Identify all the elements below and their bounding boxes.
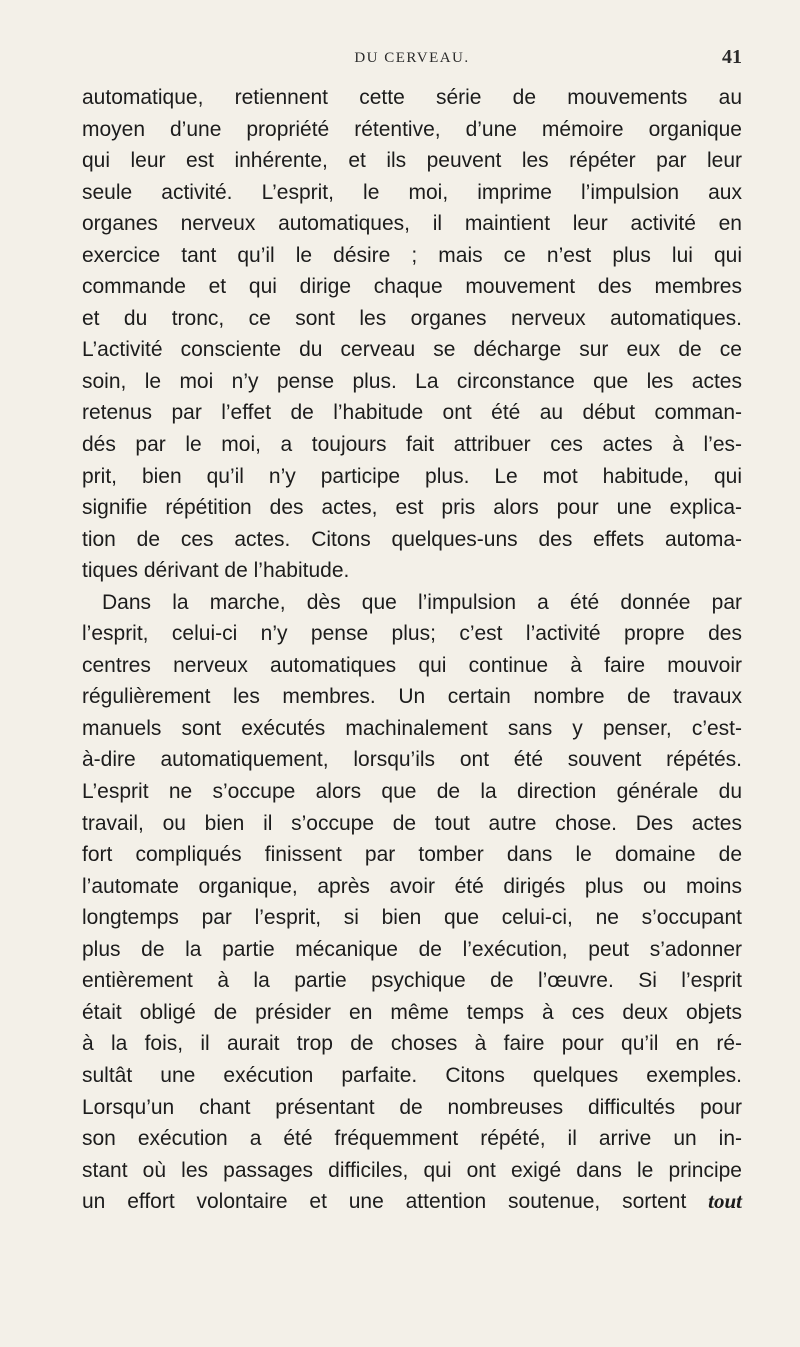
text-line: était obligé de présider en même temps à ces deux objets [82,1000,742,1024]
text-line: organes nerveux automatiques, il maintient leur activité en [82,212,742,236]
text-line: seule activité. L’esprit, le moi, imprime l’impulsion aux [82,180,742,204]
running-head [82,46,742,72]
text-line: retenus par l’effet de l’habitude ont été au début comman- [82,401,742,425]
text-line: moyen d’une propriété rétentive, d’une mémoire organique [82,117,742,141]
text-line: qui leur est inhérente, et ils peuvent les répéter par leur [82,149,742,173]
text-line: commande et qui dirige chaque mouvement des membres [82,275,742,299]
running-title: DU CERVEAU. [354,50,470,66]
text-line-paragraph-end: tiques dérivant de l’habitude. [82,559,350,583]
text-line: fort compliqués finissent par tomber dans le domaine de [82,843,742,867]
text-line: régulièrement les membres. Un certain nombre de travaux [82,685,742,709]
text-line: centres nerveux automatiques qui continue à faire mouvoir [82,653,742,677]
text-line: travail, ou bien il s’occupe de tout autre chose. Des actes [82,811,742,835]
text-line: longtemps par l’esprit, si bien que celui-ci, ne s’occupant [82,906,742,930]
page-number: 41 [722,46,742,68]
text-line: stant où les passages difficiles, qui ont exigé dans le principe [82,1158,742,1182]
text-line: L’esprit ne s’occupe alors que de la direction générale du [82,780,742,804]
text-line-paragraph-start: Dans la marche, dès que l’impulsion a été donnée par [102,590,742,614]
text-line: prit, bien qu’il n’y participe plus. Le mot habitude, qui [82,464,742,488]
text-line: Lorsqu’un chant présentant de nombreuses difficultés pour [82,1095,742,1119]
text-line: automatique, retiennent cette série de mouvements au [82,86,742,109]
text-line: L’activité consciente du cerveau se décharge sur eux de ce [82,338,742,362]
text-line: sultât une exécution parfaite. Citons quelques exemples. [82,1063,742,1087]
text-line: plus de la partie mécanique de l’exécution, peut s’adonner [82,937,742,961]
text-line: l’esprit, celui-ci n’y pense plus; c’est l’activité propre des [82,622,742,646]
text-line: soin, le moi n’y pense plus. La circonstance que les actes [82,369,742,393]
text-line: dés par le moi, a toujours fait attribuer ces actes à l’es- [82,433,742,457]
text-line: exercice tant qu’il le désire ; mais ce n’est plus lui qui [82,243,742,267]
text-line: l’automate organique, après avoir été dirigés plus ou moins [82,874,742,898]
text-line: son exécution a été fréquemment répété, il arrive un in- [82,1127,742,1151]
text-line: et du tronc, ce sont les organes nerveux automatiques. [82,306,742,330]
text-line: tion de ces actes. Citons quelques-uns des effets automa- [82,527,742,551]
text-line: signifie répétition des actes, est pris alors pour une explica- [82,496,742,520]
text-line: à la fois, il aurait trop de choses à faire pour qu’il en ré- [82,1032,742,1056]
text-line: à-dire automatiquement, lorsqu’ils ont été souvent répétés. [82,748,742,772]
text-line-final [82,1186,742,1218]
text-line-final-body: un effort volontaire et une attention soutenue, sortent [82,1190,687,1214]
body-text [82,82,742,1218]
text-line: manuels sont exécutés machinalement sans y penser, c’est- [82,716,742,740]
italic-word: tout [708,1189,742,1214]
text-line: entièrement à la partie psychique de l’œuvre. Si l’esprit [82,969,742,993]
